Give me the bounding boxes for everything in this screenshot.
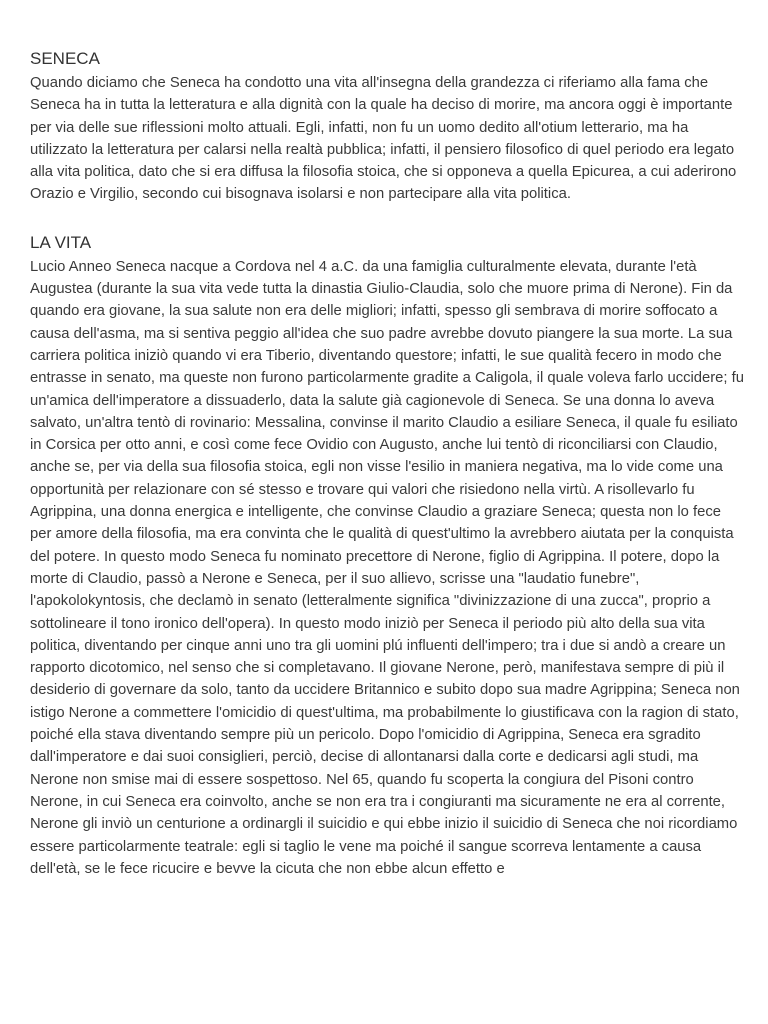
section-title-la-vita: LA VITA bbox=[30, 232, 92, 252]
section-title-seneca: SENECA bbox=[30, 49, 100, 68]
section-body-seneca: Quando diciamo che Seneca ha condotto una vita all'insegna della grandezza ci riferiamo alla fama che Seneca ha in tutta la letteratura e alla dignità con la quale ha deciso di morire, ma ancora oggi è importante per via delle sue riflessioni molto attuali. Egli, infatti, non fu un uomo dedito all'otium letterario, ma ha utilizzato la letteratura per calarsi nella realtà pubblica; infatti, il pensiero filosofico di quel periodo era legato alla vita politica, dato che si era diffusa la filosofia stoica, che si opponeva a quella Epicurea, a cui aderirono Orazio e Virgilio, secondo cui bisognava isolarsi e non partecipare alla vita politica. bbox=[30, 75, 737, 203]
section-seneca bbox=[30, 46, 746, 206]
section-body-la-vita: Lucio Anneo Seneca nacque a Cordova nel 4 a.C. da una famiglia culturalmente elevata, durante l'età Augustea (durante la sua vita vede tutta la dinastia Giulio-Claudia, solo che muore prima di Nerone). Fin da quando era giovane, la sua salute non era delle migliori; infatti, spesso gli sembrava di morire soffocato a causa dell'asma, ma si sentiva peggio all'idea che suo padre avrebbe dovuto piangere la sua morte. La sua carriera politica iniziò quando vi era Tiberio, diventando questore; infatti, le sue qualità fecero in modo che entrasse in senato, ma queste non furono particolarmente gradite a Caligola, il quale voleva farlo uccidere; fu un'amica dell'imperatore a dissuaderlo, data la salute già cagionevole di Seneca. Se una donna lo aveva salvato, un'altra tentò di rovinario: Messalina, convinse il marito Claudio a esiliare Seneca, il quale fu esiliato in Corsica per otto anni, e così come fece Ovidio con Augusto, anche lui tentò di riconciliarsi con Claudio, anche se, per via della sua filosofia stoica, egli non visse l'esilio in maniera negativa, ma lo vide come una opportunità per relazionare con sé stesso e trovare qui valori che risiedono nella virtù. A risollevarlo fu Agrippina, una donna energica e intelligente, che convinse Claudio a graziare Seneca; questa non lo fece per amore della filosofia, ma era convinta che le qualità di quest'ultimo la avrebbero aiutata per la conquista del potere. In questo modo Seneca fu nominato precettore di Nerone, figlio di Agrippina. Il potere, dopo la morte di Claudio, passò a Nerone e Seneca, per il suo allievo, scrisse una "laudatio funebre", l'apokolokyntosis, che declamò in senato (letteralmente significa "divinizzazione di una zucca", proprio a sottolineare il tono ironico dell'opera). In questo modo iniziò per Seneca il periodo più alto della sua vita politica, diventando per cinque anni uno tra gli uomini plú influenti dell'impero; tra i due si andò a creare un rapporto dicotomico, nel senso che si completavano. Il giovane Nerone, però, manifestava sempre di più il desiderio di governare da solo, tanto da uccidere Britannico e subito dopo sua madre Agrippina; Seneca non istigo Nerone a commettere l'omicidio di quest'ultima, ma probabilmente lo giustificava con la ragion di stato, poiché ella stava diventando sempre più un pericolo. Dopo l'omicidio di Agrippina, Seneca era sgradito dall'imperatore e dai suoi consiglieri, perciò, decise di allontanarsi dalla corte e dedicarsi agli studi, ma Nerone non smise mai di essere sospettoso. Nel 65, quando fu scoperta la congiura del Pisoni contro Nerone, in cui Seneca era coinvolto, anche se non era tra i congiuranti ma sicuramente ne era al corrente, Nerone gli inviò un centurione a ordinargli il suicidio e qui ebbe inizio il suicidio di Seneca che noi ricordiamo essere particolarmente teatrale: egli si taglio le vene ma poiché il sangue scorreva lentamente a causa dell'età, se le fece ricucire e bevve la cicuta che non ebbe alcun effetto e bbox=[30, 258, 744, 877]
section-la-vita bbox=[30, 230, 746, 880]
document-page bbox=[30, 46, 746, 880]
